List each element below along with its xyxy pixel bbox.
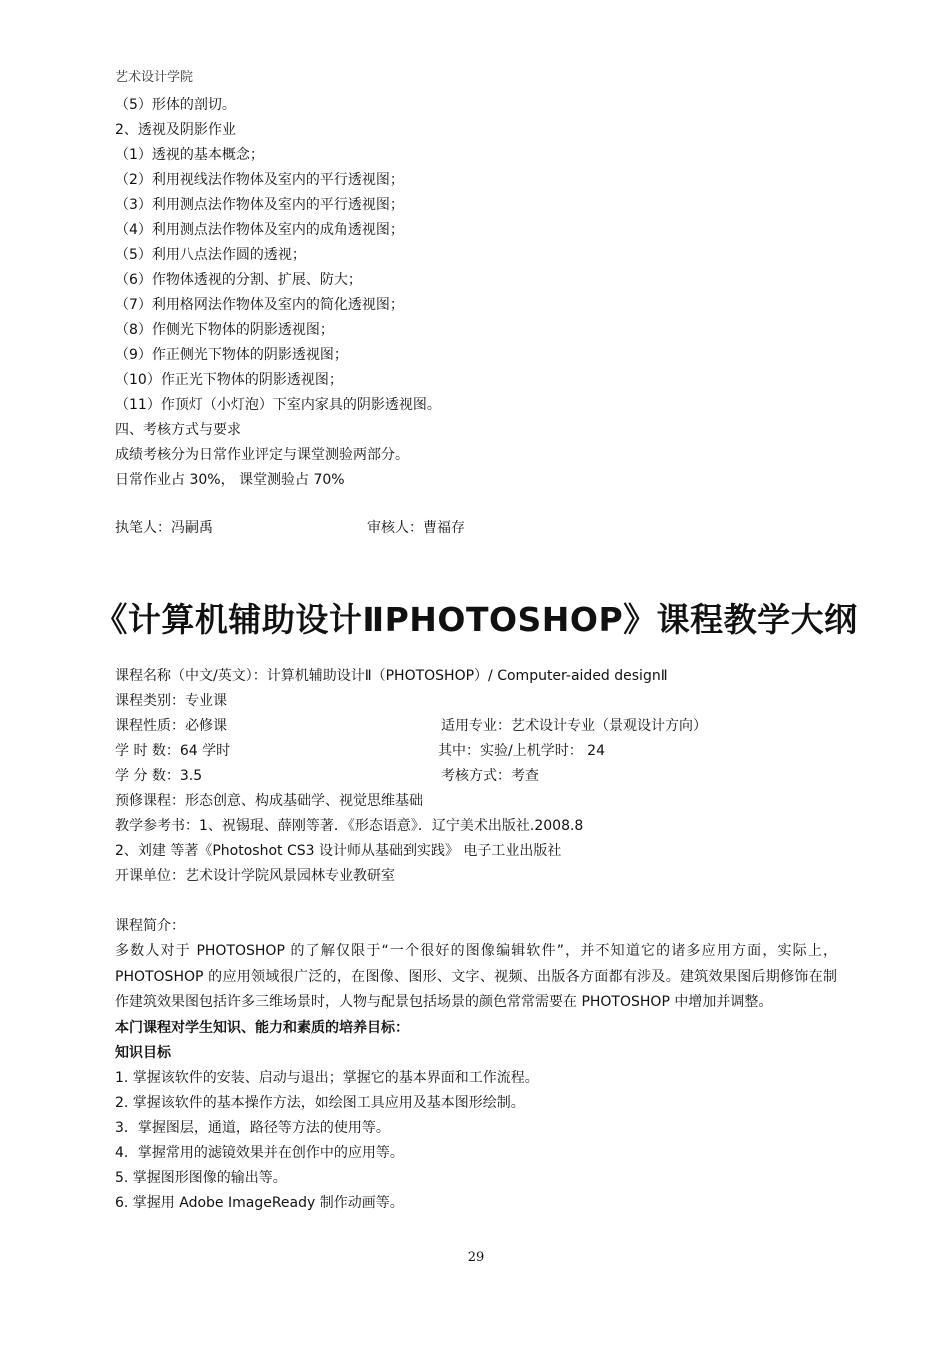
course-major: 适用专业：艺术设计专业（景观设计方向） — [441, 718, 707, 734]
content-line: （1）透视的基本概念； — [115, 147, 264, 163]
content-line: 成绩考核分为日常作业评定与课堂测验两部分。 — [115, 447, 409, 463]
content-line: （3）利用测点法作物体及室内的平行透视图； — [115, 197, 404, 213]
content-line: （11）作顶灯（小灯泡）下室内家具的阴影透视图。 — [115, 397, 441, 413]
course-name: 课程名称（中文/英文）：计算机辅助设计Ⅱ（PHOTOSHOP）/ Computer-aided designⅡ — [115, 668, 668, 684]
goal-item: 1. 掌握该软件的安装、启动与退出；掌握它的基本界面和工作流程。 — [115, 1069, 539, 1086]
signature-line — [115, 516, 465, 541]
intro-paragraph: 多数人对于 PHOTOSHOP 的了解仅限于“一个很好的图像编辑软件”，并不知道它的诸多应用方面，实际上，PHOTOSHOP 的应用领域很广泛的，在图像、图形、文字、视频、出版各方面都有涉及。建筑效果图后期修饰在制作建筑效果图包括许多三维场景时，人物与配景包括场景的颜色常常需要在 PHOTOSHOP 中增加并调整。 — [115, 943, 837, 1010]
intro-heading: 课程简介： — [115, 918, 185, 934]
course-info — [115, 664, 855, 889]
section-content — [115, 93, 855, 493]
course-category: 课程类别：专业课 — [115, 693, 227, 709]
course-nature-row — [115, 714, 855, 739]
content-line: （5）利用八点法作圆的透视； — [115, 247, 306, 263]
course-nature: 课程性质：必修课 — [115, 718, 227, 734]
course-unit: 开课单位：艺术设计学院风景园林专业教研室 — [115, 868, 395, 884]
section-heading: 四、考核方式与要求 — [115, 422, 241, 438]
content-line: （6）作物体透视的分割、扩展、防大； — [115, 272, 362, 288]
author-signature: 执笔人：冯嗣禹 — [115, 520, 213, 536]
reviewer-signature: 审核人：曹福存 — [367, 520, 465, 536]
content-line: 2、透视及阴影作业 — [115, 122, 236, 138]
content-line: （8）作侧光下物体的阴影透视图； — [115, 322, 334, 338]
content-line: （4）利用测点法作物体及室内的成角透视图； — [115, 222, 404, 238]
course-hours: 学 时 数：64 学时 — [115, 743, 231, 759]
content-line: （10）作正光下物体的阴影透视图； — [115, 372, 343, 388]
course-prereq: 预修课程：形态创意、构成基础学、视觉思维基础 — [115, 793, 423, 809]
document-title: 《计算机辅助设计ⅡPHOTOSHOP》课程教学大纲 — [94, 600, 858, 639]
course-reference-2: 2、刘建 等著《Photoshot CS3 设计师从基础到实践》 电子工业出版社 — [115, 843, 562, 859]
course-intro — [115, 914, 837, 1216]
course-reference-1: 教学参考书：1、祝锡琨、薛刚等著．《形态语意》．辽宁美术出版社.2008.8 — [115, 818, 584, 834]
course-exam: 考核方式：考查 — [441, 768, 539, 784]
content-line: （7）利用格网法作物体及室内的简化透视图； — [115, 297, 404, 313]
content-line: 日常作业占 30%， 课堂测验占 70% — [115, 472, 345, 488]
content-line: （9）作正侧光下物体的阴影透视图； — [115, 347, 348, 363]
page-header: 艺术设计学院 — [115, 70, 194, 85]
goal-item: 5. 掌握图形图像的输出等。 — [115, 1169, 287, 1186]
page-number: 29 — [467, 1250, 485, 1265]
goal-item: 3．掌握图层，通道，路径等方法的使用等。 — [115, 1119, 390, 1136]
goal-item: 2. 掌握该软件的基本操作方法，如绘图工具应用及基本图形绘制。 — [115, 1094, 525, 1111]
goal-item: 4．掌握常用的滤镜效果并在创作中的应用等。 — [115, 1144, 404, 1161]
goals-heading: 本门课程对学生知识、能力和素质的培养目标： — [115, 1019, 409, 1036]
course-credits-row — [115, 764, 855, 789]
knowledge-heading: 知识目标 — [115, 1044, 171, 1061]
course-lab-hours: 其中：实验/上机学时： 24 — [438, 743, 605, 759]
course-hours-row — [115, 739, 855, 764]
goal-item: 6. 掌握用 Adobe ImageReady 制作动画等。 — [115, 1194, 404, 1211]
course-credits: 学 分 数：3.5 — [115, 768, 203, 784]
content-line: （5）形体的剖切。 — [115, 97, 236, 113]
content-line: （2）利用视线法作物体及室内的平行透视图； — [115, 172, 404, 188]
